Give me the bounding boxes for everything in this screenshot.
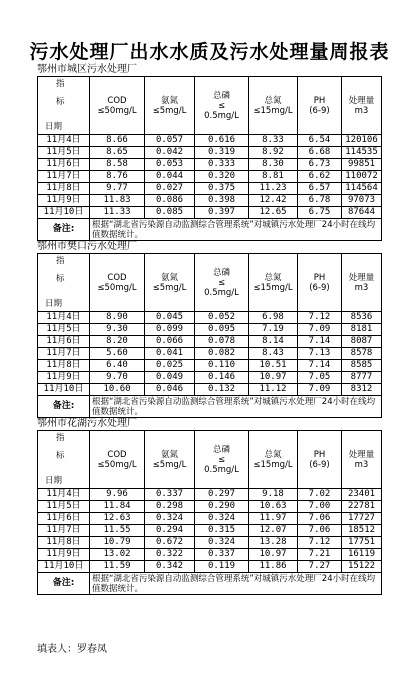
ph-header-line: (6-9) (309, 105, 330, 116)
corner-header (38, 254, 90, 312)
value-cell: 0.044 (145, 171, 195, 183)
value-cell: 22781 (342, 501, 382, 513)
value-cell: 8.43 (249, 348, 298, 360)
value-cell: 0.085 (145, 207, 195, 219)
filler-signature: 填表人：罗春凤 (37, 644, 107, 655)
value-cell: 8312 (342, 384, 382, 396)
value-cell: 11.84 (90, 501, 145, 513)
table-row (38, 513, 382, 525)
corner-header (38, 431, 90, 489)
value-cell: 0.095 (195, 324, 249, 336)
corner-bottom: 日期 (45, 476, 63, 486)
table-row (38, 312, 382, 324)
ph-header-line: PH (313, 449, 326, 460)
date-cell: 11月10日 (38, 384, 90, 396)
value-cell: 9.77 (90, 183, 145, 195)
value-cell: 110072 (342, 171, 382, 183)
phosphorus-header-line: ≤ (217, 454, 226, 465)
date-cell: 11月8日 (38, 537, 90, 549)
phosphorus-header-line: ≤ (217, 100, 226, 111)
value-cell: 9.70 (90, 372, 145, 384)
value-cell: 23401 (342, 489, 382, 501)
date-cell: 11月9日 (38, 372, 90, 384)
value-cell: 87644 (342, 207, 382, 219)
value-cell: 0.337 (195, 549, 249, 561)
plant-name: 鄂州市樊口污水处理厂 (37, 241, 137, 252)
value-cell: 11.86 (249, 561, 298, 573)
date-cell: 11月4日 (38, 312, 90, 324)
date-cell: 11月9日 (38, 549, 90, 561)
volume-header-line: 处理量 (348, 272, 375, 283)
date-cell: 11月8日 (38, 360, 90, 372)
cod-header (90, 431, 145, 489)
volume-header-line: 处理量 (348, 95, 375, 106)
value-cell: 0.027 (145, 183, 195, 195)
nitrogen-header-line: ≤15mg/L (253, 459, 293, 470)
value-cell: 0.052 (195, 312, 249, 324)
volume-header (342, 254, 382, 312)
plant-section (37, 241, 382, 418)
value-cell: 13.02 (90, 549, 145, 561)
value-cell: 0.057 (145, 135, 195, 147)
value-cell: 12.63 (90, 513, 145, 525)
date-cell: 11月5日 (38, 501, 90, 513)
value-cell: 7.06 (298, 513, 342, 525)
value-cell: 5.60 (90, 348, 145, 360)
cod-header-line: ≤50mg/L (97, 459, 137, 470)
corner-mid: 标 (56, 451, 65, 461)
date-cell: 11月9日 (38, 195, 90, 207)
ammonia-header-line: 氨氮 (160, 95, 178, 106)
value-cell: 0.324 (145, 513, 195, 525)
corner-header (38, 77, 90, 135)
date-cell: 11月8日 (38, 183, 90, 195)
phosphorus-header-line: 总磷 (212, 444, 230, 455)
value-cell: 0.132 (195, 384, 249, 396)
nitrogen-header-line: ≤15mg/L (253, 282, 293, 293)
value-cell: 6.68 (298, 147, 342, 159)
date-cell: 11月4日 (38, 135, 90, 147)
header-row (38, 77, 382, 135)
cod-header (90, 254, 145, 312)
ammonia-header (145, 431, 195, 489)
water-quality-table (37, 430, 382, 595)
note-text: 根据“湖北省污染源自动监测综合管理系统”对城镇污水处理厂24小时在线均值数据统计。 (90, 573, 382, 595)
value-cell: 11.83 (90, 195, 145, 207)
ammonia-header-line: ≤5mg/L (152, 459, 187, 470)
volume-header-line: m3 (354, 105, 369, 116)
ammonia-header (145, 77, 195, 135)
cod-header-line: COD (107, 95, 127, 106)
header-row (38, 254, 382, 312)
value-cell: 12.65 (249, 207, 298, 219)
note-row (38, 396, 382, 418)
cod-header-line: COD (107, 272, 127, 283)
corner-mid: 标 (56, 274, 65, 284)
volume-header-line: 处理量 (348, 449, 375, 460)
value-cell: 8536 (342, 312, 382, 324)
date-cell: 11月6日 (38, 159, 90, 171)
value-cell: 7.02 (298, 489, 342, 501)
table-row (38, 360, 382, 372)
value-cell: 0.319 (195, 147, 249, 159)
value-cell: 11.33 (90, 207, 145, 219)
date-cell: 11月6日 (38, 336, 90, 348)
table-row (38, 348, 382, 360)
value-cell: 0.342 (145, 561, 195, 573)
value-cell: 11.59 (90, 561, 145, 573)
date-cell: 11月7日 (38, 525, 90, 537)
table-row (38, 561, 382, 573)
value-cell: 8.81 (249, 171, 298, 183)
value-cell: 0.025 (145, 360, 195, 372)
value-cell: 0.041 (145, 348, 195, 360)
value-cell: 0.294 (145, 525, 195, 537)
table-row (38, 537, 382, 549)
sections-container (0, 64, 419, 595)
water-quality-table (37, 76, 382, 241)
value-cell: 6.54 (298, 135, 342, 147)
phosphorus-header-line: 总磷 (212, 267, 230, 278)
plant-section (37, 418, 382, 595)
ph-header (298, 431, 342, 489)
value-cell: 0.297 (195, 489, 249, 501)
nitrogen-header-line: 总氮 (264, 95, 282, 106)
cod-header-line: COD (107, 449, 127, 460)
value-cell: 8.66 (90, 135, 145, 147)
value-cell: 0.082 (195, 348, 249, 360)
note-row (38, 219, 382, 241)
date-cell: 11月7日 (38, 171, 90, 183)
value-cell: 8.58 (90, 159, 145, 171)
value-cell: 9.96 (90, 489, 145, 501)
corner-top: 指 (56, 256, 65, 266)
header-row (38, 431, 382, 489)
nitrogen-header (249, 431, 298, 489)
value-cell: 7.05 (298, 372, 342, 384)
date-cell: 11月6日 (38, 513, 90, 525)
value-cell: 0.119 (195, 561, 249, 573)
value-cell: 120106 (342, 135, 382, 147)
nitrogen-header-line: ≤15mg/L (253, 105, 293, 116)
phosphorus-header (195, 77, 249, 135)
plant-name: 鄂州市城区污水处理厂 (37, 64, 137, 75)
table-row (38, 207, 382, 219)
value-cell: 0.045 (145, 312, 195, 324)
phosphorus-header-line: 0.5mg/L (204, 287, 239, 298)
value-cell: 0.042 (145, 147, 195, 159)
nitrogen-header-line: 总氮 (264, 449, 282, 460)
value-cell: 8.20 (90, 336, 145, 348)
value-cell: 12.42 (249, 195, 298, 207)
table-row (38, 324, 382, 336)
ph-header-line: PH (313, 95, 326, 106)
value-cell: 0.337 (145, 489, 195, 501)
ph-header (298, 77, 342, 135)
value-cell: 17751 (342, 537, 382, 549)
table-row (38, 549, 382, 561)
value-cell: 0.320 (195, 171, 249, 183)
value-cell: 7.19 (249, 324, 298, 336)
value-cell: 0.078 (195, 336, 249, 348)
value-cell: 7.27 (298, 561, 342, 573)
value-cell: 0.110 (195, 360, 249, 372)
water-quality-table (37, 253, 382, 418)
value-cell: 11.97 (249, 513, 298, 525)
ammonia-header (145, 254, 195, 312)
table-row (38, 384, 382, 396)
date-cell: 11月7日 (38, 348, 90, 360)
value-cell: 7.09 (298, 384, 342, 396)
value-cell: 8.14 (249, 336, 298, 348)
value-cell: 16119 (342, 549, 382, 561)
corner-top: 指 (56, 79, 65, 89)
phosphorus-header-line: 总磷 (212, 90, 230, 101)
value-cell: 99851 (342, 159, 382, 171)
volume-header (342, 77, 382, 135)
nitrogen-header-line: 总氮 (264, 272, 282, 283)
volume-header-line: m3 (354, 282, 369, 293)
value-cell: 8.90 (90, 312, 145, 324)
table-row (38, 159, 382, 171)
value-cell: 6.62 (298, 171, 342, 183)
phosphorus-header (195, 431, 249, 489)
cod-header-line: ≤50mg/L (97, 282, 137, 293)
value-cell: 0.315 (195, 525, 249, 537)
ph-header-line: (6-9) (309, 459, 330, 470)
value-cell: 6.75 (298, 207, 342, 219)
value-cell: 8087 (342, 336, 382, 348)
date-cell: 11月10日 (38, 207, 90, 219)
value-cell: 13.28 (249, 537, 298, 549)
table-row (38, 489, 382, 501)
value-cell: 6.98 (249, 312, 298, 324)
nitrogen-header (249, 77, 298, 135)
value-cell: 17727 (342, 513, 382, 525)
value-cell: 114535 (342, 147, 382, 159)
ammonia-header-line: 氨氮 (160, 449, 178, 460)
value-cell: 0.322 (145, 549, 195, 561)
value-cell: 7.00 (298, 501, 342, 513)
table-row (38, 501, 382, 513)
corner-mid: 标 (56, 97, 65, 107)
value-cell: 10.97 (249, 372, 298, 384)
ph-header (298, 254, 342, 312)
table-row (38, 525, 382, 537)
plant-name: 鄂州市花湖污水处理厂 (37, 418, 137, 429)
table-row (38, 135, 382, 147)
value-cell: 8.33 (249, 135, 298, 147)
table-row (38, 183, 382, 195)
value-cell: 15122 (342, 561, 382, 573)
corner-bottom: 日期 (45, 299, 63, 309)
phosphorus-header-line: 0.5mg/L (204, 464, 239, 475)
value-cell: 7.14 (298, 336, 342, 348)
value-cell: 0.375 (195, 183, 249, 195)
value-cell: 0.333 (195, 159, 249, 171)
value-cell: 0.099 (145, 324, 195, 336)
value-cell: 0.049 (145, 372, 195, 384)
report-title: 污水处理厂出水水质及污水处理量周报表 (29, 41, 390, 63)
date-cell: 11月5日 (38, 324, 90, 336)
value-cell: 10.60 (90, 384, 145, 396)
cod-header-line: ≤50mg/L (97, 105, 137, 116)
value-cell: 8.76 (90, 171, 145, 183)
value-cell: 10.51 (249, 360, 298, 372)
value-cell: 6.40 (90, 360, 145, 372)
value-cell: 9.18 (249, 489, 298, 501)
value-cell: 8777 (342, 372, 382, 384)
value-cell: 8.30 (249, 159, 298, 171)
note-text: 根据“湖北省污染源自动监测综合管理系统”对城镇污水处理厂24小时在线均值数据统计。 (90, 396, 382, 418)
table-row (38, 147, 382, 159)
volume-header (342, 431, 382, 489)
value-cell: 0.324 (195, 537, 249, 549)
table-row (38, 336, 382, 348)
value-cell: 11.23 (249, 183, 298, 195)
ph-header-line: PH (313, 272, 326, 283)
value-cell: 18512 (342, 525, 382, 537)
note-label: 备注: (38, 396, 90, 418)
value-cell: 0.146 (195, 372, 249, 384)
table-row (38, 372, 382, 384)
cod-header (90, 77, 145, 135)
value-cell: 0.298 (145, 501, 195, 513)
value-cell: 6.57 (298, 183, 342, 195)
corner-bottom: 日期 (45, 122, 63, 132)
table-row (38, 195, 382, 207)
value-cell: 7.09 (298, 324, 342, 336)
value-cell: 10.97 (249, 549, 298, 561)
value-cell: 0.290 (195, 501, 249, 513)
value-cell: 97073 (342, 195, 382, 207)
value-cell: 8.92 (249, 147, 298, 159)
value-cell: 7.06 (298, 525, 342, 537)
value-cell: 8578 (342, 348, 382, 360)
note-row (38, 573, 382, 595)
value-cell: 7.13 (298, 348, 342, 360)
date-cell: 11月4日 (38, 489, 90, 501)
nitrogen-header (249, 254, 298, 312)
value-cell: 0.053 (145, 159, 195, 171)
table-row (38, 171, 382, 183)
value-cell: 8.65 (90, 147, 145, 159)
value-cell: 0.324 (195, 513, 249, 525)
value-cell: 10.63 (249, 501, 298, 513)
value-cell: 9.30 (90, 324, 145, 336)
plant-section (37, 64, 382, 241)
value-cell: 114564 (342, 183, 382, 195)
value-cell: 8585 (342, 360, 382, 372)
value-cell: 11.55 (90, 525, 145, 537)
date-cell: 11月5日 (38, 147, 90, 159)
ammonia-header-line: 氨氮 (160, 272, 178, 283)
phosphorus-header-line: 0.5mg/L (204, 110, 239, 121)
value-cell: 12.07 (249, 525, 298, 537)
value-cell: 0.066 (145, 336, 195, 348)
value-cell: 7.14 (298, 360, 342, 372)
value-cell: 8181 (342, 324, 382, 336)
date-cell: 11月10日 (38, 561, 90, 573)
ammonia-header-line: ≤5mg/L (152, 282, 187, 293)
ammonia-header-line: ≤5mg/L (152, 105, 187, 116)
phosphorus-header-line: ≤ (217, 277, 226, 288)
value-cell: 6.78 (298, 195, 342, 207)
value-cell: 0.616 (195, 135, 249, 147)
note-label: 备注: (38, 573, 90, 595)
value-cell: 0.672 (145, 537, 195, 549)
value-cell: 0.397 (195, 207, 249, 219)
value-cell: 7.12 (298, 312, 342, 324)
value-cell: 0.398 (195, 195, 249, 207)
value-cell: 11.12 (249, 384, 298, 396)
note-text: 根据“湖北省污染源自动监测综合管理系统”对城镇污水处理厂24小时在线均值数据统计。 (90, 219, 382, 241)
phosphorus-header (195, 254, 249, 312)
volume-header-line: m3 (354, 459, 369, 470)
value-cell: 10.79 (90, 537, 145, 549)
ph-header-line: (6-9) (309, 282, 330, 293)
corner-top: 指 (56, 433, 65, 443)
value-cell: 6.73 (298, 159, 342, 171)
value-cell: 7.21 (298, 549, 342, 561)
value-cell: 0.046 (145, 384, 195, 396)
note-label: 备注: (38, 219, 90, 241)
value-cell: 7.12 (298, 537, 342, 549)
value-cell: 0.086 (145, 195, 195, 207)
